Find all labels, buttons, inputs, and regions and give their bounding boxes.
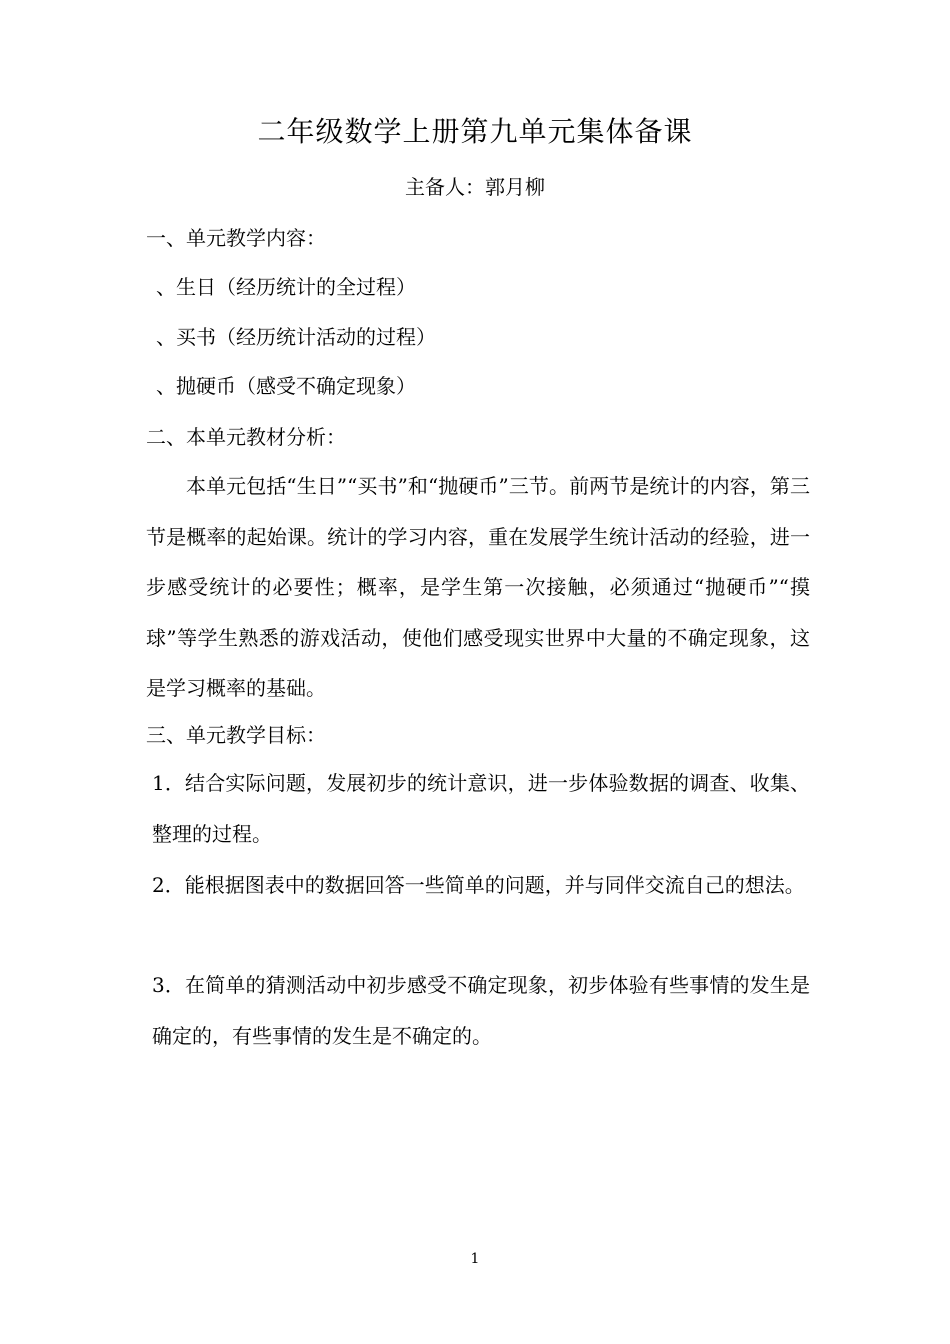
section-heading-goals: 三、单元教学目标： xyxy=(146,723,326,747)
goal-item-2: 2．能根据图表中的数据回答一些简单的问题，并与同伴交流自己的想法。 xyxy=(152,873,805,897)
author-line: 主备人：郭月柳 xyxy=(405,175,545,199)
goal-item-1: 1．结合实际问题，发展初步的统计意识，进一步体验数据的调查、收集、整理的过程。 xyxy=(152,771,810,846)
content-item-buy-books: 、买书（经历统计活动的过程） xyxy=(156,325,436,349)
section-heading-content: 一、单元教学内容： xyxy=(146,226,326,250)
goal-item-3: 3．在简单的猜测活动中初步感受不确定现象，初步体验有些事情的发生是确定的，有些事情的发生是不确定的。 xyxy=(152,973,810,1048)
content-item-birthday: 、生日（经历统计的全过程） xyxy=(156,275,416,299)
section-heading-analysis: 二、本单元教材分析： xyxy=(146,425,346,449)
analysis-paragraph: 本单元包括“生日”“买书”和“抛硬币”三节。前两节是统计的内容，第三节是概率的起始课。统计的学习内容，重在发展学生统计活动的经验，进一步感受统计的必要性；概率，是学生第一次接触，必须通过“抛硬币”“摸球”等学生熟悉的游戏活动，使他们感受现实世界中大量的不确定现象，这是学习概率的基础。 xyxy=(146,474,810,700)
content-item-coin-toss: 、抛硬币（感受不确定现象） xyxy=(156,374,416,398)
document-title: 二年级数学上册第九单元集体备课 xyxy=(257,115,693,148)
page-number: 1 xyxy=(470,1251,480,1267)
